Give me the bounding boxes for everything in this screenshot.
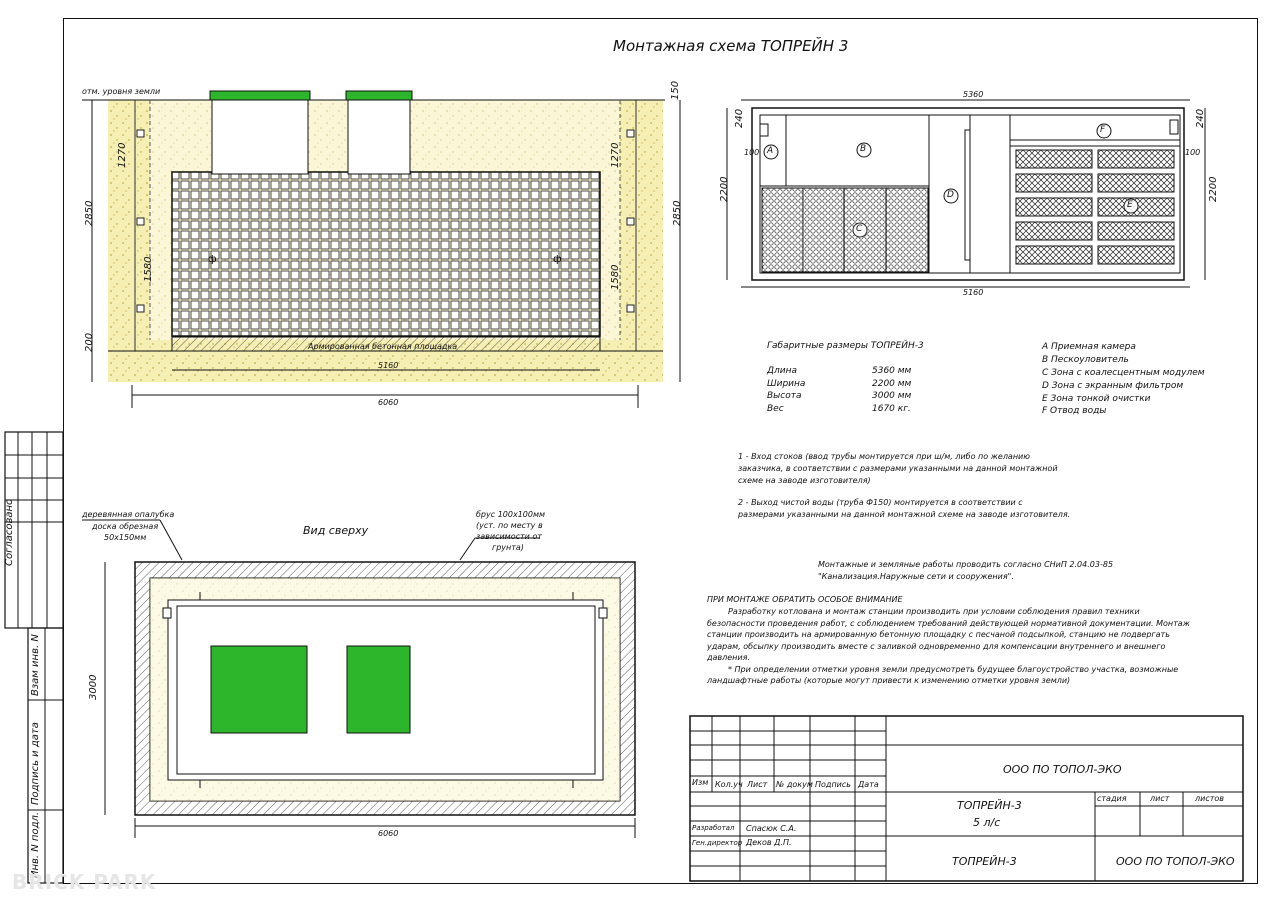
agreed-label: Согласовано	[4, 498, 15, 566]
gabarit-key-weight: Вес	[767, 404, 784, 414]
snip-line-1: Монтажные и земляные работы проводить согласно СНиП 2.04.03-85	[818, 560, 1114, 569]
inv-replace-label: Взам инв. N	[30, 634, 41, 696]
director-label: Ген.директор	[692, 839, 743, 847]
dim-6060-side: 6060	[378, 398, 399, 407]
stamp-col-koluch: Кол.уч	[715, 780, 743, 789]
legend-item-e: E Зона тонкой очистки	[1042, 394, 1151, 404]
stamp-org-2: ООО ПО ТОПОЛ-ЭКО	[1116, 855, 1235, 868]
legend-item-d: D Зона с экранным фильтром	[1042, 381, 1184, 391]
dim-150: 150	[670, 80, 681, 100]
zone-d-letter: D	[947, 190, 954, 200]
beam-label-3: зависимости от	[476, 532, 542, 541]
note-1-line-2: заказчика, в соответствии с размерами указанными на данной монтажной	[738, 464, 1058, 473]
attention-line-5: давления.	[707, 653, 750, 662]
inv-orig-label: Инв. N подл.	[30, 811, 41, 878]
dim-200: 200	[84, 332, 95, 352]
beam-label-1: брус 100х100мм	[476, 510, 546, 519]
formwork-label-2: доска обрезная	[92, 522, 159, 531]
note-2-line-2: размерами указанными на данной монтажной схеме на заводе изготовителя.	[738, 510, 1071, 519]
stamp-capacity: 5 л/с	[973, 816, 1001, 829]
stamp-product: ТОПРЕЙН-3	[957, 799, 1022, 812]
stamp-col-list: Лист	[747, 780, 768, 789]
dim-1270-left: 1270	[117, 142, 128, 168]
stamp-org: ООО ПО ТОПОЛ-ЭКО	[1003, 763, 1122, 776]
attention-heading: ПРИ МОНТАЖЕ ОБРАТИТЬ ОСОБОЕ ВНИМАНИЕ	[707, 595, 903, 604]
ground-level-label: отм. уровня земли	[82, 87, 161, 96]
developed-name: Спасюк С.А.	[746, 824, 797, 833]
beam-label-2: (уст. по месту в	[476, 521, 543, 530]
plan-view	[727, 100, 1205, 287]
director-name: Деков Д.П.	[746, 838, 792, 847]
attention-line-6: * При определении отметки уровня земли предусмотреть будущее благоустройство участка, возможные	[728, 665, 1179, 674]
developed-label: Разработал	[692, 824, 735, 832]
dim-100-right: 100	[1185, 148, 1201, 157]
stamp-sheet: лист	[1150, 794, 1170, 803]
snip-line-2: "Канализация.Наружные сети и сооружения".	[818, 572, 1014, 581]
watermark: BRICK PARK	[12, 870, 157, 894]
note-1-line-3: схеме на заводе изготовителя)	[738, 476, 871, 485]
attention-line-7: ландшафтные работы (которые могут привести к изменению отметки уровня земли)	[707, 676, 1071, 685]
formwork-label-3: 50х150мм	[104, 533, 147, 542]
zone-b-letter: B	[860, 144, 867, 154]
dim-1270-right: 1270	[610, 142, 621, 168]
attention-line-2: безопасности проведения работ, с соблюдением требований действующей нормативной документации. Монтаж	[707, 619, 1190, 628]
dim-5160-plan: 5160	[963, 288, 984, 297]
svg-text:ф: ф	[553, 254, 562, 265]
dim-240-right: 240	[1195, 108, 1206, 128]
dim-2850-left: 2850	[84, 200, 95, 226]
dim-2200-right: 2200	[1208, 176, 1219, 202]
stamp-product-2: ТОПРЕЙН-3	[952, 855, 1017, 868]
gabarit-val-weight: 1670 кг.	[872, 404, 911, 414]
formwork-label-1: деревянная опалубка	[82, 510, 175, 519]
stamp-col-izm: Изм	[692, 778, 709, 787]
stamp-col-podpis: Подпись	[815, 780, 851, 789]
sign-date-label: Подпись и дата	[30, 722, 41, 805]
stamp-col-dokum: № докум	[776, 780, 813, 789]
legend-item-b: B Пескоуловитель	[1042, 355, 1129, 365]
dim-1580-left: 1580	[143, 256, 154, 282]
dim-2200-left: 2200	[719, 176, 730, 202]
dim-5360: 5360	[963, 90, 984, 99]
legend-item-a: A Приемная камера	[1042, 342, 1136, 352]
legend-item-f: F Отвод воды	[1042, 406, 1107, 416]
zone-c-letter: C	[856, 224, 863, 234]
stamp-stage: стадия	[1097, 794, 1127, 803]
gabarit-heading: Габаритные размеры ТОПРЕЙН-3	[767, 341, 924, 351]
dim-1580-right: 1580	[610, 264, 621, 290]
note-1-line-1: 1 - Вход стоков (ввод трубы монтируется при ш/м, либо по желанию	[738, 452, 1030, 461]
stamp-col-data: Дата	[858, 780, 879, 789]
note-2-line-1: 2 - Выход чистой воды (труба Ф150) монтируется в соответствии с	[738, 498, 1023, 507]
dim-240-left: 240	[734, 108, 745, 128]
gabarit-val-width: 2200 мм	[872, 379, 912, 389]
gabarit-key-width: Ширина	[767, 379, 806, 389]
attention-line-1: Разработку котлована и монтаж станции производить при условии соблюдения правил техники	[728, 607, 1140, 616]
legend-item-c: C Зона с коалесцентным модулем	[1042, 368, 1205, 378]
zone-e-letter: E	[1127, 200, 1133, 210]
dim-100-left: 100	[744, 148, 760, 157]
attention-line-3: станции производить на армированную бетонную площадку с песчаной подсыпкой, станцию не подвергать	[707, 630, 1170, 639]
zone-a-letter: A	[767, 146, 774, 156]
gabarit-key-length: Длина	[767, 366, 798, 376]
gabarit-val-height: 3000 мм	[872, 391, 912, 401]
drawing-title: Монтажная схема ТОПРЕЙН 3	[613, 37, 849, 55]
dim-2850-right: 2850	[672, 200, 683, 226]
beam-label-4: грунта)	[492, 543, 524, 552]
slab-label: Армированная бетонная площадка	[308, 342, 458, 351]
gabarit-key-height: Высота	[767, 391, 802, 401]
top-view-label: Вид сверху	[303, 524, 369, 537]
stamp-sheets: листов	[1195, 794, 1224, 803]
dim-5160-side: 5160	[378, 361, 399, 370]
top-view	[82, 520, 635, 838]
attention-line-4: ударам, обсыпку производить вместе с заливкой одновременно для компенсации внутреннего и внешнего	[707, 642, 1166, 651]
svg-text:ф: ф	[208, 254, 217, 265]
dim-3000: 3000	[88, 674, 99, 700]
zone-f-letter: F	[1100, 125, 1106, 135]
gabarit-val-length: 5360 мм	[872, 366, 912, 376]
dim-6060-top: 6060	[378, 829, 399, 838]
